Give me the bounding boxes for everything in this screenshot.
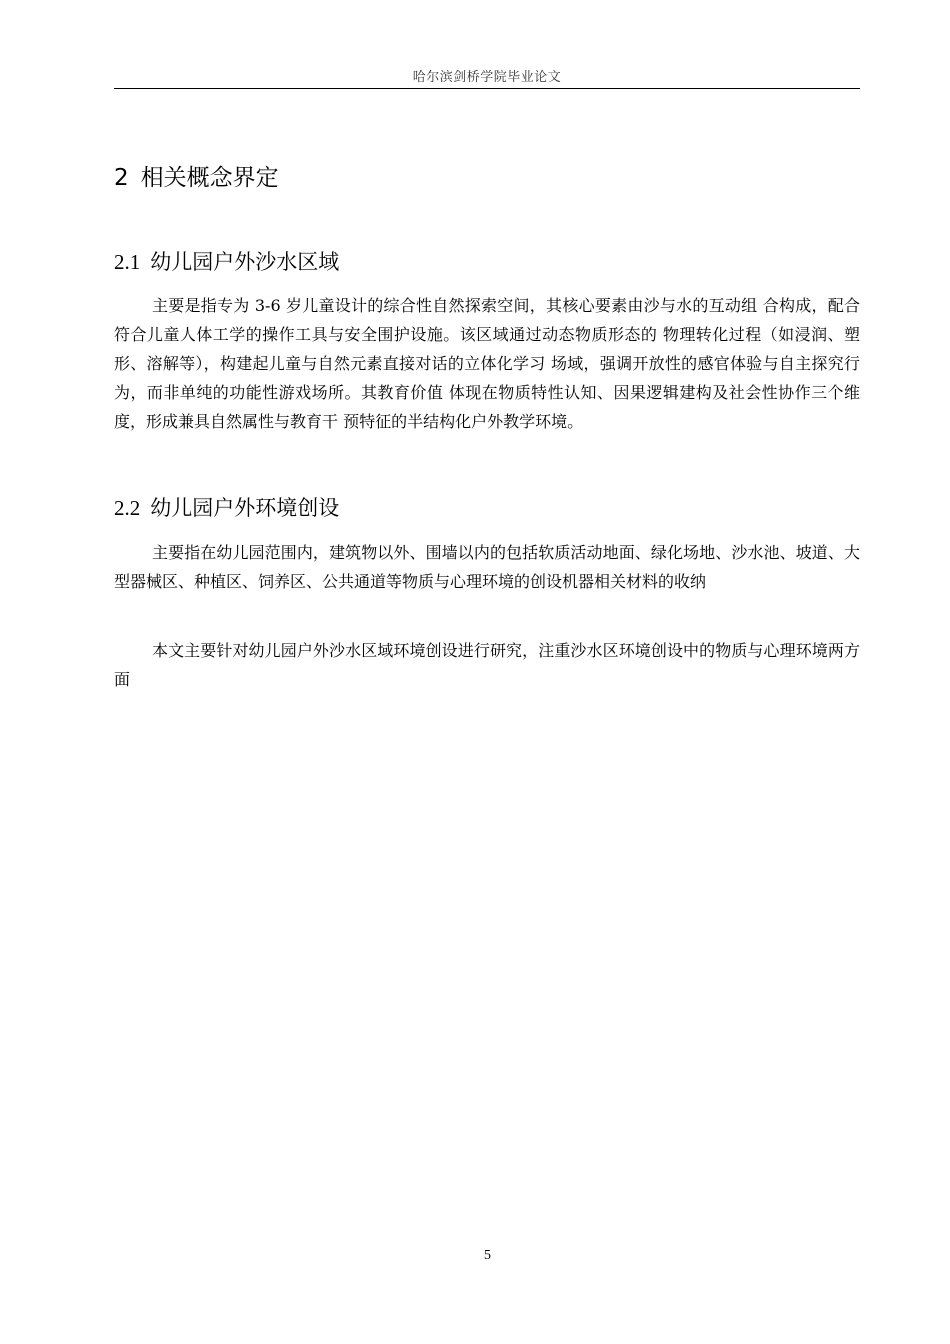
section-number: 2.1 <box>114 250 141 274</box>
section-title-text: 幼儿园户外环境创设 <box>150 496 340 520</box>
section-number: 2.2 <box>114 496 141 520</box>
section-title-text: 幼儿园户外沙水区域 <box>150 250 340 274</box>
page-number: 5 <box>484 1248 491 1263</box>
header-divider <box>114 88 860 89</box>
chapter-title-text: 相关概念界定 <box>140 165 279 191</box>
body-paragraph: 主要是指专为 3-6 岁儿童设计的综合性自然探索空间，其核心要素由沙与水的互动组 合构成，配合符合儿童人体工学的操作工具与安全围护设施。该区域通过动态物质形态的 物理转化过程（如浸润、塑形、溶解等），构建起儿童与自然元素直接对话的立体化学习 场域，强调开放性的感官体验与自主探究行为，而非单纯的功能性游戏场所。其教育价值 体现在物质特性认知、因果逻辑建构及社会性协作三个维度，形成兼具自然属性与教育干 预特征的半结构化户外教学环境。 <box>114 296 860 431</box>
body-paragraph: 主要指在幼儿园范围内，建筑物以外、围墙以内的包括软质活动地面、绿化场地、沙水池、坡道、大型器械区、种植区、饲养区、公共通道等物质与心理环境的创设机器相关材料的收纳 <box>114 543 860 591</box>
chapter-title <box>114 160 279 196</box>
running-header: 哈尔滨剑桥学院毕业论文 <box>412 70 562 85</box>
chapter-number: 2 <box>114 165 129 191</box>
section-title-2-2 <box>114 492 339 524</box>
section-title-2-1 <box>114 246 339 278</box>
body-paragraph: 本文主要针对幼儿园户外沙水区域环境创设进行研究，注重沙水区环境创设中的物质与心理环境两方面 <box>114 641 860 689</box>
